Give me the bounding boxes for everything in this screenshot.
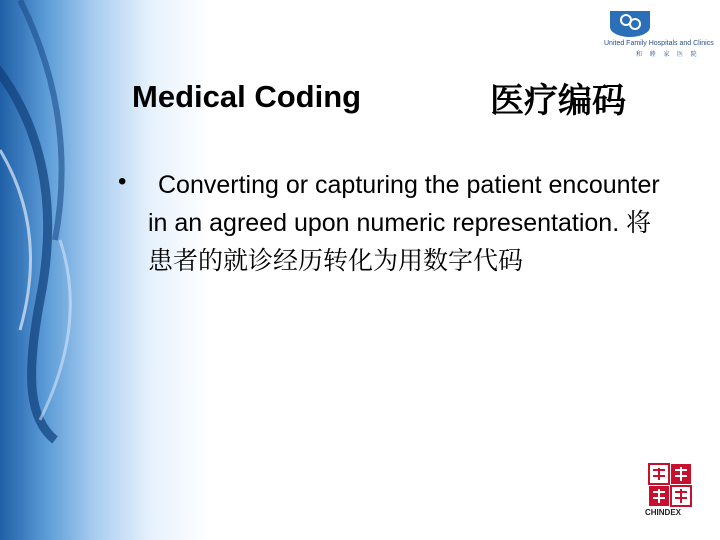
ufh-logo-chinese: 和 睦 家 医 院 — [636, 52, 700, 58]
chindex-logo-icon — [647, 462, 693, 508]
ufh-logo-icon — [604, 7, 656, 39]
slide-title-english: Medical Coding — [132, 79, 362, 114]
bullet-text-english: Converting or capturing the patient encounter in an agreed upon numeric representation. — [148, 171, 660, 237]
bullet-text-chinese: 将患者的就诊经历转化为用数字代码 — [148, 209, 652, 275]
stethoscope-image — [0, 0, 150, 540]
bullet-text — [148, 166, 668, 280]
slide-title-chinese: 医疗编码 — [490, 81, 626, 120]
chindex-logo-name: CHINDEX — [645, 508, 682, 517]
ufh-logo-name: United Family Hospitals and Clinics — [604, 40, 714, 47]
bullet-dot-icon: • — [118, 168, 127, 195]
